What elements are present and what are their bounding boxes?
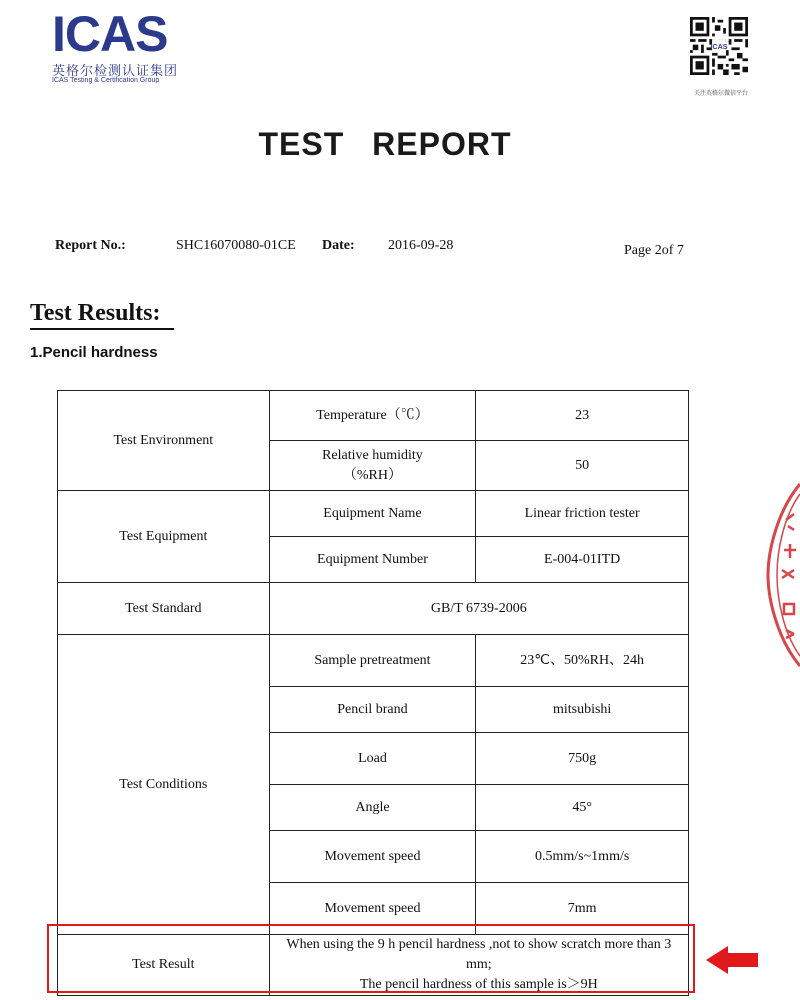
report-title: TEST REPORT (258, 126, 512, 162)
humidity-label-line1: Relative humidity (322, 447, 423, 463)
result-label: Test Result (58, 935, 270, 996)
conditions-label: Test Conditions (58, 635, 270, 935)
left-arrow-icon (706, 946, 758, 974)
table-row (58, 491, 689, 537)
humidity-label (269, 441, 476, 491)
standard-value: GB/T 6739-2006 (269, 583, 688, 635)
results-table (57, 390, 689, 996)
result-line-2: The pencil hardness of this sample is＞9H (359, 977, 598, 992)
table-row (58, 635, 689, 687)
result-highlight-box (47, 924, 695, 993)
condition-value: 23℃、50%RH、24h (476, 635, 689, 687)
temperature-value: 23 (476, 391, 689, 441)
condition-label: Sample pretreatment (269, 635, 476, 687)
condition-value: 45° (476, 785, 689, 831)
report-number-label: Report No.: (55, 238, 126, 253)
env-label: Test Environment (58, 391, 270, 491)
condition-label: Pencil brand (269, 687, 476, 733)
condition-label: Angle (269, 785, 476, 831)
logo-english-name: ICAS Testing & Certification Group (52, 77, 160, 84)
humidity-label-line2: （%RH） (342, 467, 403, 483)
table-row (58, 391, 689, 441)
condition-value: 7mm (476, 883, 689, 935)
logo-chinese-name: 英格尔检测认证集团 (52, 64, 179, 79)
logo-wordmark: ICAS (52, 6, 168, 62)
equipment-number-label: Equipment Number (269, 537, 476, 583)
equipment-label: Test Equipment (58, 491, 270, 583)
condition-label: Load (269, 733, 476, 785)
condition-value: 750g (476, 733, 689, 785)
standard-label: Test Standard (58, 583, 270, 635)
stamp-icon (760, 480, 800, 670)
temperature-label: Temperature（℃） (269, 391, 476, 441)
condition-value: 0.5mm/s~1mm/s (476, 831, 689, 883)
qr-code-icon (690, 17, 748, 75)
humidity-value: 50 (476, 441, 689, 491)
page-number: Page 2of 7 (624, 243, 684, 258)
result-line-1: When using the 9 h pencil hardness ,not to show scratch more than 3 mm; (286, 937, 672, 972)
equipment-name-label: Equipment Name (269, 491, 476, 537)
condition-label: Movement speed (269, 831, 476, 883)
condition-value: mitsubishi (476, 687, 689, 733)
equipment-name-value: Linear friction tester (476, 491, 689, 537)
date-label: Date: (322, 238, 355, 253)
table-row (58, 583, 689, 635)
qr-caption: 关注英格尔微信平台 (693, 90, 748, 97)
sub-section-title: 1.Pencil hardness (30, 344, 158, 361)
section-title: Test Results: (30, 300, 174, 330)
condition-label: Movement speed (269, 883, 476, 935)
svg-text:ICAS: ICAS (710, 43, 728, 52)
equipment-number-value: E-004-01ITD (476, 537, 689, 583)
report-number: SHC16070080-01CE (176, 238, 296, 253)
report-date: 2016-09-28 (388, 238, 454, 253)
